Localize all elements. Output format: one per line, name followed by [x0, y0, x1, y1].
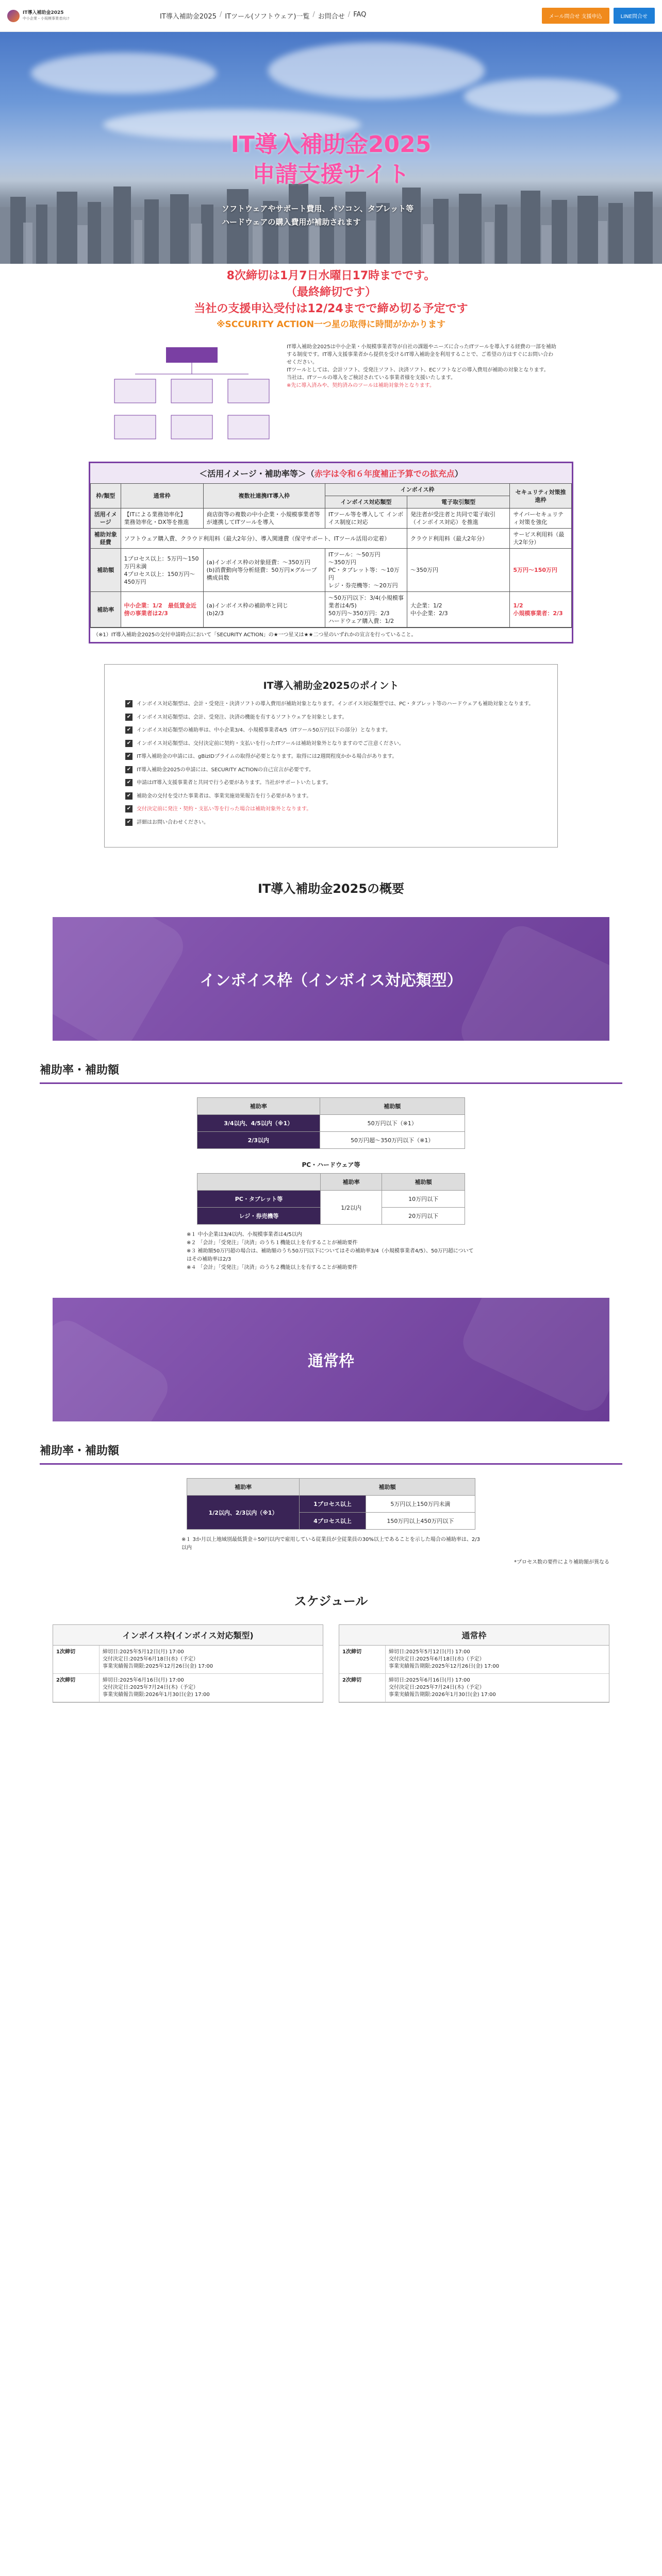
table-header: インボイス対応類型 [325, 496, 407, 509]
nav-separator: / [312, 11, 315, 19]
point-item [125, 740, 537, 748]
table-cell: レジ・券売機等 [197, 1208, 321, 1225]
table-cell: 150万円以上450万円以下 [366, 1513, 475, 1530]
checkmark-icon: ✔ [125, 805, 133, 812]
point-text: 補助金の交付を受けた事業者は、事業実施効果報告を行う必要があります。 [137, 793, 312, 799]
pc-rate-table [197, 1173, 465, 1225]
schedule-key: 1次締切 [339, 1646, 386, 1673]
checkmark-icon: ✔ [125, 726, 133, 734]
cloud-shape [464, 78, 619, 114]
checkmark-icon: ✔ [125, 700, 133, 707]
checkmark-icon: ✔ [125, 779, 133, 786]
table-cell: 50万円超〜350万円以下（※1） [320, 1132, 465, 1149]
cloud-shape [31, 53, 217, 94]
row-label: 補助率 [91, 592, 121, 628]
notice-line: 当社の支援申込受付は12/24までで締め切る予定です [194, 302, 468, 315]
point-item [125, 700, 537, 708]
notice-line: （最終締切です） [285, 286, 376, 299]
table-cell: 3/4以内、4/5以内（※1） [197, 1115, 320, 1132]
table-cell: 商店街等の複数の中小企業・小規模事業者等が連携してITツールを導入 [203, 509, 325, 529]
cloud-shape [268, 42, 485, 99]
logo-mark-icon [7, 10, 20, 22]
schedule-normal-column [339, 1624, 609, 1703]
table-cell: 1プロセス以上 [300, 1496, 366, 1513]
normal-band-title: 通常枠 [308, 1352, 354, 1370]
hero-title: IT導入補助金2025 申請支援サイト [230, 131, 432, 188]
note-line: ※１ 中小企業は3/4以内、小規模事業者は4/5以内 [187, 1232, 302, 1238]
schedule-key: 2次締切 [339, 1674, 386, 1702]
site-header [0, 0, 662, 32]
point-item [125, 779, 537, 787]
usage-image-title: ＜活用イメージ・補助率等＞（赤字は令和６年度補正予算での拡充点） [90, 463, 572, 483]
table-cell: 1プロセス以上：5万円〜150万円未満 4プロセス以上：150万円〜450万円 [121, 549, 203, 592]
it-subsidy-diagram-image [104, 343, 279, 451]
table-cell: ソフトウェア購入費、クラウド利用料（最大2年分）、導入関連費（保守サポート、ITツール活用の定着） [121, 529, 407, 549]
table-cell: 大企業：1/2 中小企業：2/3 [407, 592, 509, 628]
table-row [91, 509, 572, 529]
point-text: インボイス対応類型は、交付決定前に契約・支払いを行ったITツールは補助対象外となりますのでご注意ください。 [137, 740, 404, 747]
table-cell: 〜50万円以下：3/4(小規模事業者は4/5) 50万円〜350万円：2/3 ハードウェア購入費：1/2 [325, 592, 407, 628]
points-box [104, 664, 558, 848]
point-item [125, 792, 537, 801]
table-cell: ITツール等を導入して インボイス制度に対応 [325, 509, 407, 529]
invoice-rate-heading: 補助率・補助額 [40, 1061, 622, 1084]
schedule-key: 2次締切 [53, 1674, 100, 1702]
point-item [125, 753, 537, 761]
main-nav [157, 11, 369, 21]
hero-banner [0, 32, 662, 264]
schedule-title: スケジュール [294, 1594, 368, 1608]
checkmark-icon: ✔ [125, 753, 133, 760]
notice-line: 8次締切は1月7日水曜日17時までです。 [226, 269, 436, 282]
point-item [125, 766, 537, 774]
schedule-column-title: 通常枠 [339, 1625, 609, 1646]
table-header: 通常枠 [121, 484, 203, 509]
table-header: 補助額 [300, 1479, 475, 1496]
normal-rate-table [187, 1478, 475, 1530]
schedule-invoice-column [53, 1624, 323, 1703]
table-cell: 〜350万円 [407, 549, 509, 592]
schedule-row [339, 1646, 609, 1674]
hero-tagline: ソフトウェアやサポート費用、パソコン、タブレット等 ハードウェアの購入費用が補助されます [222, 204, 414, 227]
checkmark-icon: ✔ [125, 714, 133, 721]
intro-paragraph: 当社は、ITツールの導入をご検討されている事業者様を支援いたします。 [287, 375, 456, 381]
table-row [91, 549, 572, 592]
note-line: ※１ 3か月以上地域別最低賃金＋50円以内で雇用している従業員が全従業員の30%以上であることを示した場合の補助率は、2/3以内 [181, 1537, 480, 1551]
table-row [197, 1132, 465, 1149]
table-cell: 4プロセス以上 [300, 1513, 366, 1530]
table-header: 補助率 [187, 1479, 300, 1496]
schedule-section [53, 1624, 609, 1703]
logo-subtext: 中小企業・小規模事業者向け [23, 16, 70, 21]
normal-rate-heading: 補助率・補助額 [40, 1442, 622, 1465]
line-contact-button[interactable]: LINE問合せ [614, 8, 655, 24]
table-cell: PC・タブレット等 [197, 1191, 321, 1208]
intro-section [104, 343, 558, 451]
checkmark-icon: ✔ [125, 792, 133, 800]
table-header: 枠/類型 [91, 484, 121, 509]
intro-paragraph: IT導入補助金2025は中小企業・小規模事業者等が自社の課題やニーズに合ったITツールを導入する経費の一部を補助する制度です。IT導入支援事業者から提供を受けるIT導入補助金を利用することで、ご希望の方はすぐにお問い合わせください。 [287, 344, 556, 365]
invoice-notes [187, 1231, 475, 1272]
table-cell: 1/2 小規模事業者：2/3 [510, 592, 572, 628]
table-cell: 5万円以上150万円未満 [366, 1496, 475, 1513]
table-row [187, 1496, 475, 1513]
table-cell: 1/2以内、2/3以内（※1） [187, 1496, 300, 1530]
decor-shape [53, 917, 191, 1041]
invoice-rate-table [197, 1097, 465, 1149]
deadline-notice [0, 264, 662, 332]
process-note: *プロセス数の要件により補助額が異なる [514, 1560, 609, 1565]
table-cell: 50万円以下（※1） [320, 1115, 465, 1132]
point-item [125, 726, 537, 735]
point-text: インボイス対応類型の補助率は、中小企業3/4、小規模事業者4/5（ITツール50万円以下の部分）となります。 [137, 727, 391, 733]
table-row [91, 592, 572, 628]
note-line: ※３ 補助額50万円超の場合は、補助額のうち50万円以下についてはその補助率3/4（小規模事業者4/5）、50万円超についてはその補助率は2/3 [187, 1248, 474, 1262]
row-label: 補助額 [91, 549, 121, 592]
point-text: IT導入補助金の申請には、gBizIDプライムの取得が必要となります。取得には2週間程度かかる場合があります。 [137, 754, 398, 759]
schedule-value: 締切日:2025年6月16日(月) 17:00 交付決定日:2025年7月24日(木)（予定） 事業実績報告期限:2026年1月30日(金) 17:00 [389, 1677, 496, 1698]
table-cell: (a)インボイス枠の補助率と同じ (b)2/3 [203, 592, 325, 628]
schedule-key: 1次締切 [53, 1646, 100, 1673]
table-header: インボイス枠 [325, 484, 510, 496]
normal-notes [181, 1536, 481, 1552]
table-cell: (a)インボイス枠の対象経費：〜350万円 (b)消費動向等分析経費：50万円×グループ構成員数 [203, 549, 325, 592]
decor-shape [456, 1298, 609, 1417]
invoice-band [53, 917, 609, 1041]
table-row [197, 1191, 465, 1208]
invoice-band-title: インボイス枠（インボイス対応類型） [200, 972, 462, 990]
table-cell: クラウド利用料（最大2年分） [407, 529, 509, 549]
row-label: 活用イメージ [91, 509, 121, 529]
point-text: 詳細はお問い合わせください。 [137, 819, 209, 825]
table-cell: ITツール：〜50万円 〜350万円 PC・タブレット等：〜10万円 レジ・券売機等：〜20万円 [325, 549, 407, 592]
table-cell: 2/3以内 [197, 1132, 320, 1149]
schedule-value: 締切日:2025年5月12日(月) 17:00 交付決定日:2025年6月18日(水)（予定） 事業実績報告期限:2025年12月26日(金) 17:00 [103, 1649, 213, 1669]
point-item [125, 805, 537, 814]
nav-separator: / [347, 11, 351, 19]
table-header: 補助額 [382, 1174, 465, 1191]
table-header: 補助率 [321, 1174, 382, 1191]
schedule-value: 締切日:2025年6月16日(月) 17:00 交付決定日:2025年7月24日(木)（予定） 事業実績報告期限:2026年1月30日(金) 17:00 [103, 1677, 210, 1698]
point-text: 申請はIT導入支援事業者と共同で行う必要があります。当社がサポートいたします。 [137, 780, 332, 786]
note-line: ※４ 「会計」「受発注」「決済」のうち２機能以上を有することが補助要件 [187, 1265, 358, 1270]
point-text: インボイス対応類型は、会計、受発注、決済の機能を有するソフトウェアを対象とします。 [137, 714, 347, 720]
notice-line: ※SCCURITY ACTION一つ星の取得に時間がかかります [217, 319, 445, 330]
normal-band [53, 1298, 609, 1421]
checkmark-icon: ✔ [125, 740, 133, 747]
usage-footnote: （※1）IT導入補助金2025の交付申請時点において「SECURITY ACTION」の★一つ星又は★★二つ星のいずれかの宣言を行っていること。 [90, 628, 572, 642]
schedule-value: 締切日:2025年5月12日(月) 17:00 交付決定日:2025年6月18日(水)（予定） 事業実績報告期限:2025年12月26日(金) 17:00 [389, 1649, 500, 1669]
point-item [125, 819, 537, 827]
table-cell: 発注者が受注者と共同で電子取引（インボイス対応）を推進 [407, 509, 509, 529]
table-header: セキュリティ対策推進枠 [510, 484, 572, 509]
site-logo[interactable] [7, 10, 95, 22]
schedule-row [53, 1646, 323, 1674]
schedule-row [339, 1674, 609, 1702]
point-text: インボイス対応類型は、会計・受発注・決済ソフトの導入費用が補助対象となります。インボイス対応類型では、PC・タブレット等のハードウェアも補助対象となります。 [137, 701, 534, 707]
checkmark-icon: ✔ [125, 766, 133, 773]
table-cell: 10万円以下 [382, 1191, 465, 1208]
usage-table [90, 483, 572, 628]
table-cell: 1/2以内 [321, 1191, 382, 1225]
usage-image-box [89, 462, 573, 643]
pc-heading: PC・ハードウェア等 [302, 1161, 360, 1168]
schedule-row [53, 1674, 323, 1702]
table-row [91, 529, 572, 549]
table-header: 補助額 [320, 1098, 465, 1115]
decor-shape [53, 1313, 175, 1421]
intro-text [287, 343, 558, 389]
table-header: 補助率 [197, 1098, 320, 1115]
intro-paragraph: ITツールとしては、会計ソフト、受発注ソフト、決済ソフト、ECソフトなどの導入費用が補助の対象となります。 [287, 367, 549, 373]
schedule-column-title: インボイス枠(インボイス対応類型) [53, 1625, 323, 1646]
points-title: IT導入補助金2025のポイント [263, 680, 399, 691]
nav-item-contact[interactable]: お問合せ [318, 13, 345, 21]
checkmark-icon: ✔ [125, 819, 133, 826]
overview-title: IT導入補助金2025の概要 [257, 882, 405, 896]
decor-shape [455, 920, 609, 1041]
mail-contact-button[interactable]: メール問合せ 支援申込 [542, 8, 609, 24]
point-text: IT導入補助金2025の申請には、SECURITY ACTIONの自己宣言が必要です。 [137, 767, 315, 773]
nav-separator: / [219, 11, 222, 19]
nav-item-faq[interactable]: FAQ [353, 11, 367, 19]
table-header [197, 1174, 321, 1191]
nav-item-it2025[interactable]: IT導入補助金2025 [160, 13, 217, 21]
table-cell: サイバーセキュリティ対策を強化 [510, 509, 572, 529]
nav-item-tools[interactable]: ITツール(ソフトウェア)一覧 [225, 13, 310, 21]
table-header: 複数社連携IT導入枠 [203, 484, 325, 509]
row-label: 補助対象経費 [91, 529, 121, 549]
point-item [125, 714, 537, 722]
table-header: 電子取引類型 [407, 496, 509, 509]
intro-warning: ※先に導入済みや、契約済みのツールは補助対象外となります。 [287, 383, 435, 388]
table-cell: 20万円以下 [382, 1208, 465, 1225]
logo-text: IT導入補助金2025 [23, 10, 64, 15]
table-cell: 【ITによる業務効率化】 業務効率化・DX等を推進 [121, 509, 203, 529]
table-cell: サービス利用料（最大2年分） [510, 529, 572, 549]
note-line: ※２ 「会計」「受発注」「決済」のうち１機能以上を有することが補助要件 [187, 1240, 358, 1246]
table-cell: 中小企業：1/2 最低賃金近傍の事業者は2/3 [121, 592, 203, 628]
point-text: 交付決定前に発注・契約・支払い等を行った場合は補助対象外となります。 [137, 806, 312, 812]
table-row [197, 1115, 465, 1132]
table-cell: 5万円〜150万円 [510, 549, 572, 592]
